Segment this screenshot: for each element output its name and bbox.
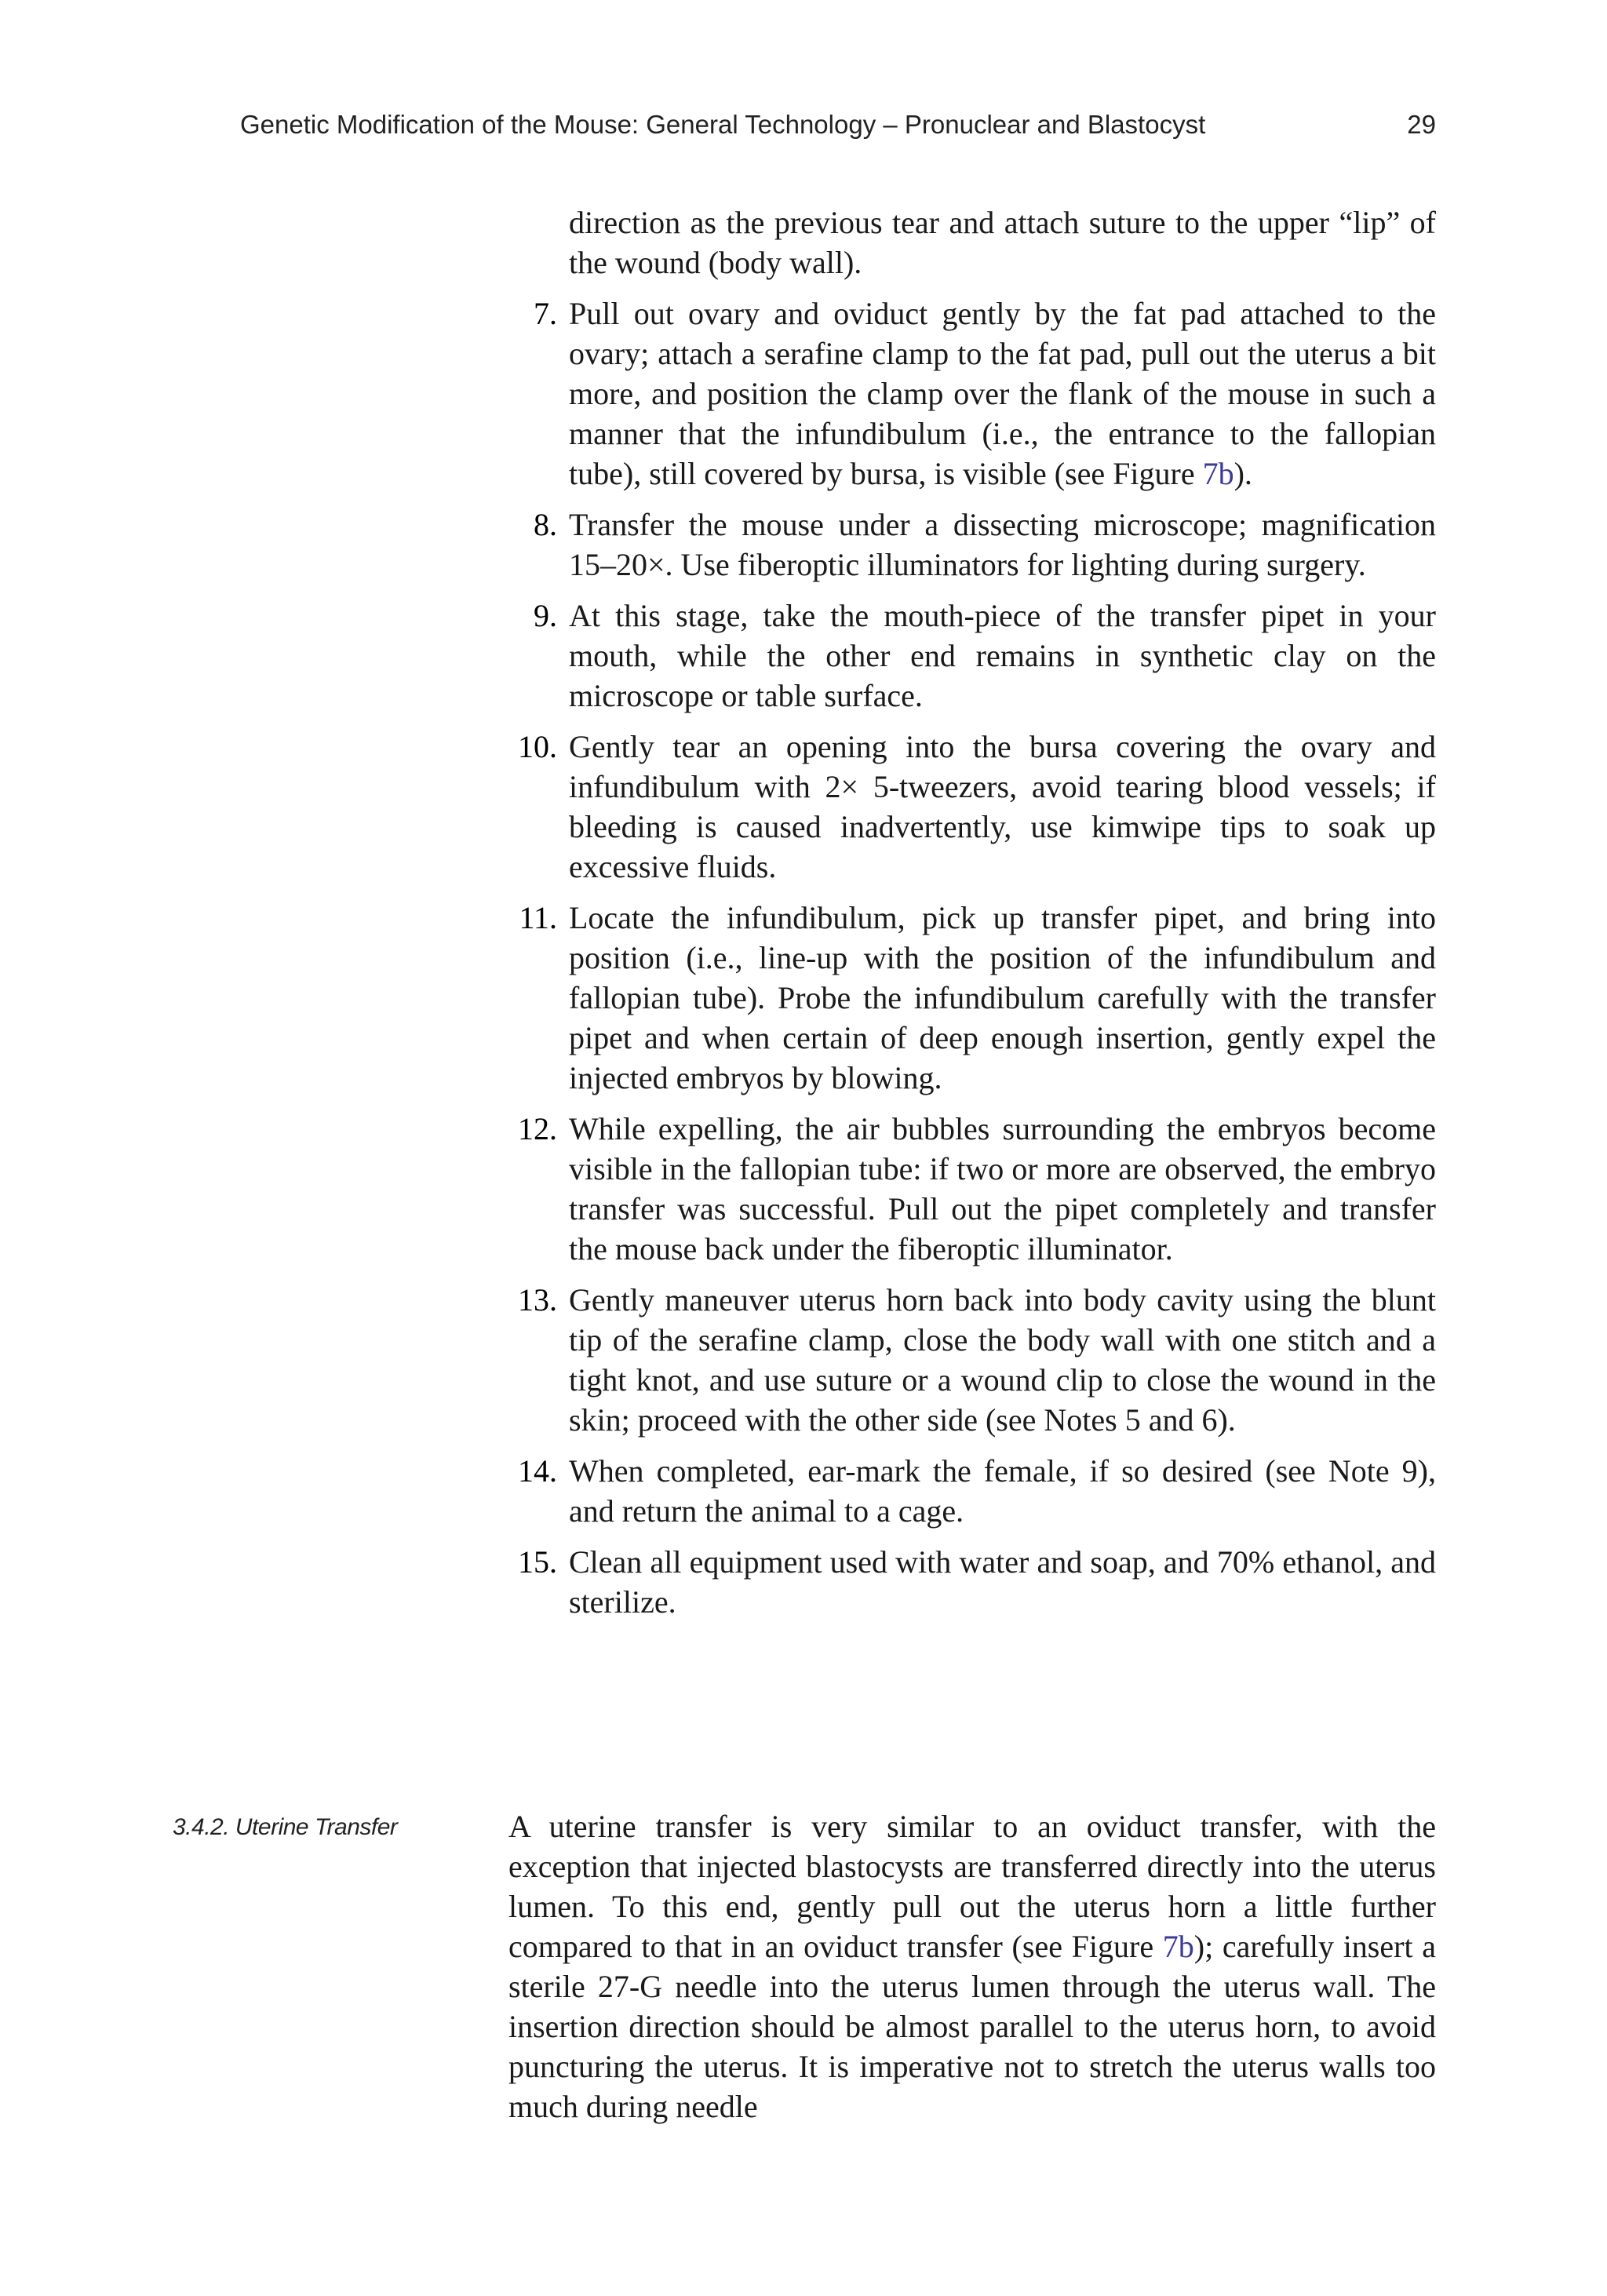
step-text: While expelling, the air bubbles surrounding the embryos become visible in the fallopian tube: if two or more are observed, the embryo transfer was successful. Pull out the pipet completely and transfer the mouse back under the fiberoptic illuminator. xyxy=(569,1111,1436,1266)
step-text: Clean all equipment used with water and soap, and 70% ethanol, and sterilize. xyxy=(569,1544,1436,1620)
list-item xyxy=(508,1542,1436,1622)
subsection-paragraph: A uterine transfer is very similar to an oviduct transfer, with the exception that injected blastocysts are transferred directly into the uterus lumen. To this end, gently pull out the uterus horn a little further compared to that in an oviduct transfer (see Figure 7b); carefully insert a sterile 27-G needle into the uterus lumen through the uterus wall. The insertion direction should be almost parallel to the uterus horn, to avoid puncturing the uterus. It is imperative not to stretch the uterus walls too much during needle xyxy=(508,1809,1436,2124)
step-number: 12. xyxy=(518,1111,557,1146)
list-item xyxy=(508,1280,1436,1440)
step-text: When completed, ear-mark the female, if so desired (see Note 9), and return the animal to a cage. xyxy=(569,1453,1436,1529)
step-text: Transfer the mouse under a dissecting microscope; magnification 15–20×. Use fiberoptic illuminators for lighting during surgery. xyxy=(569,507,1436,582)
subsection-heading: 3.4.2. Uterine Transfer xyxy=(173,1814,398,1840)
step-number: 15. xyxy=(518,1544,557,1580)
page-number: 29 xyxy=(1407,110,1436,139)
step-number: 9. xyxy=(534,598,557,633)
list-item xyxy=(508,505,1436,585)
step-text: Pull out ovary and oviduct gently by the fat pad attached to the ovary; attach a serafine clamp to the fat pad, pull out the uterus a bit more, and position the clamp over the flank of the mouse in such a manner that the infundibulum (i.e., the entrance to the fallopian tube), still covered by bursa, is visible (see Figure 7b). xyxy=(569,296,1436,491)
list-item xyxy=(508,727,1436,887)
running-head xyxy=(240,110,1436,141)
step-number: 13. xyxy=(518,1282,557,1317)
step-number: 10. xyxy=(518,729,557,764)
running-title: Genetic Modification of the Mouse: General Technology – Pronuclear and Blastocyst xyxy=(240,110,1206,139)
step-text: Gently maneuver uterus horn back into body cavity using the blunt tip of the serafine clamp, close the body wall with one stitch and a tight knot, and use suture or a wound clip to close the wound in the skin; proceed with the other side (see Notes 5 and 6). xyxy=(569,1282,1436,1438)
figure-reference-link[interactable]: 7b xyxy=(1202,456,1234,491)
step-number: 8. xyxy=(534,507,557,542)
step-text: At this stage, take the mouth-piece of the transfer pipet in your mouth, while the other end remains in synthetic clay on the microscope or table surface. xyxy=(569,598,1436,713)
list-item xyxy=(508,1451,1436,1531)
step-number: 7. xyxy=(534,296,557,331)
list-item xyxy=(508,293,1436,494)
procedure-steps xyxy=(508,293,1436,1622)
figure-reference-link[interactable]: 7b xyxy=(1162,1929,1194,1964)
list-item xyxy=(508,898,1436,1098)
continuation-paragraph: direction as the previous tear and attach suture to the upper “lip” of the wound (body wall). xyxy=(569,205,1436,280)
step-number: 14. xyxy=(518,1453,557,1489)
main-column xyxy=(508,202,1436,1633)
list-item xyxy=(508,1109,1436,1269)
step-text: Gently tear an opening into the bursa covering the ovary and infundibulum with 2× 5-tweezers, avoid tearing blood vessels; if bleeding is caused inadvertently, use kimwipe tips to soak up excessive fluids. xyxy=(569,729,1436,884)
step-text: Locate the infundibulum, pick up transfer pipet, and bring into position (i.e., line-up with the position of the infundibulum and fallopian tube). Probe the infundibulum carefully with the transfer pipet and when certain of deep enough insertion, gently expel the injected embryos by blowing. xyxy=(569,900,1436,1095)
step-number: 11. xyxy=(519,900,557,935)
list-item xyxy=(508,596,1436,716)
